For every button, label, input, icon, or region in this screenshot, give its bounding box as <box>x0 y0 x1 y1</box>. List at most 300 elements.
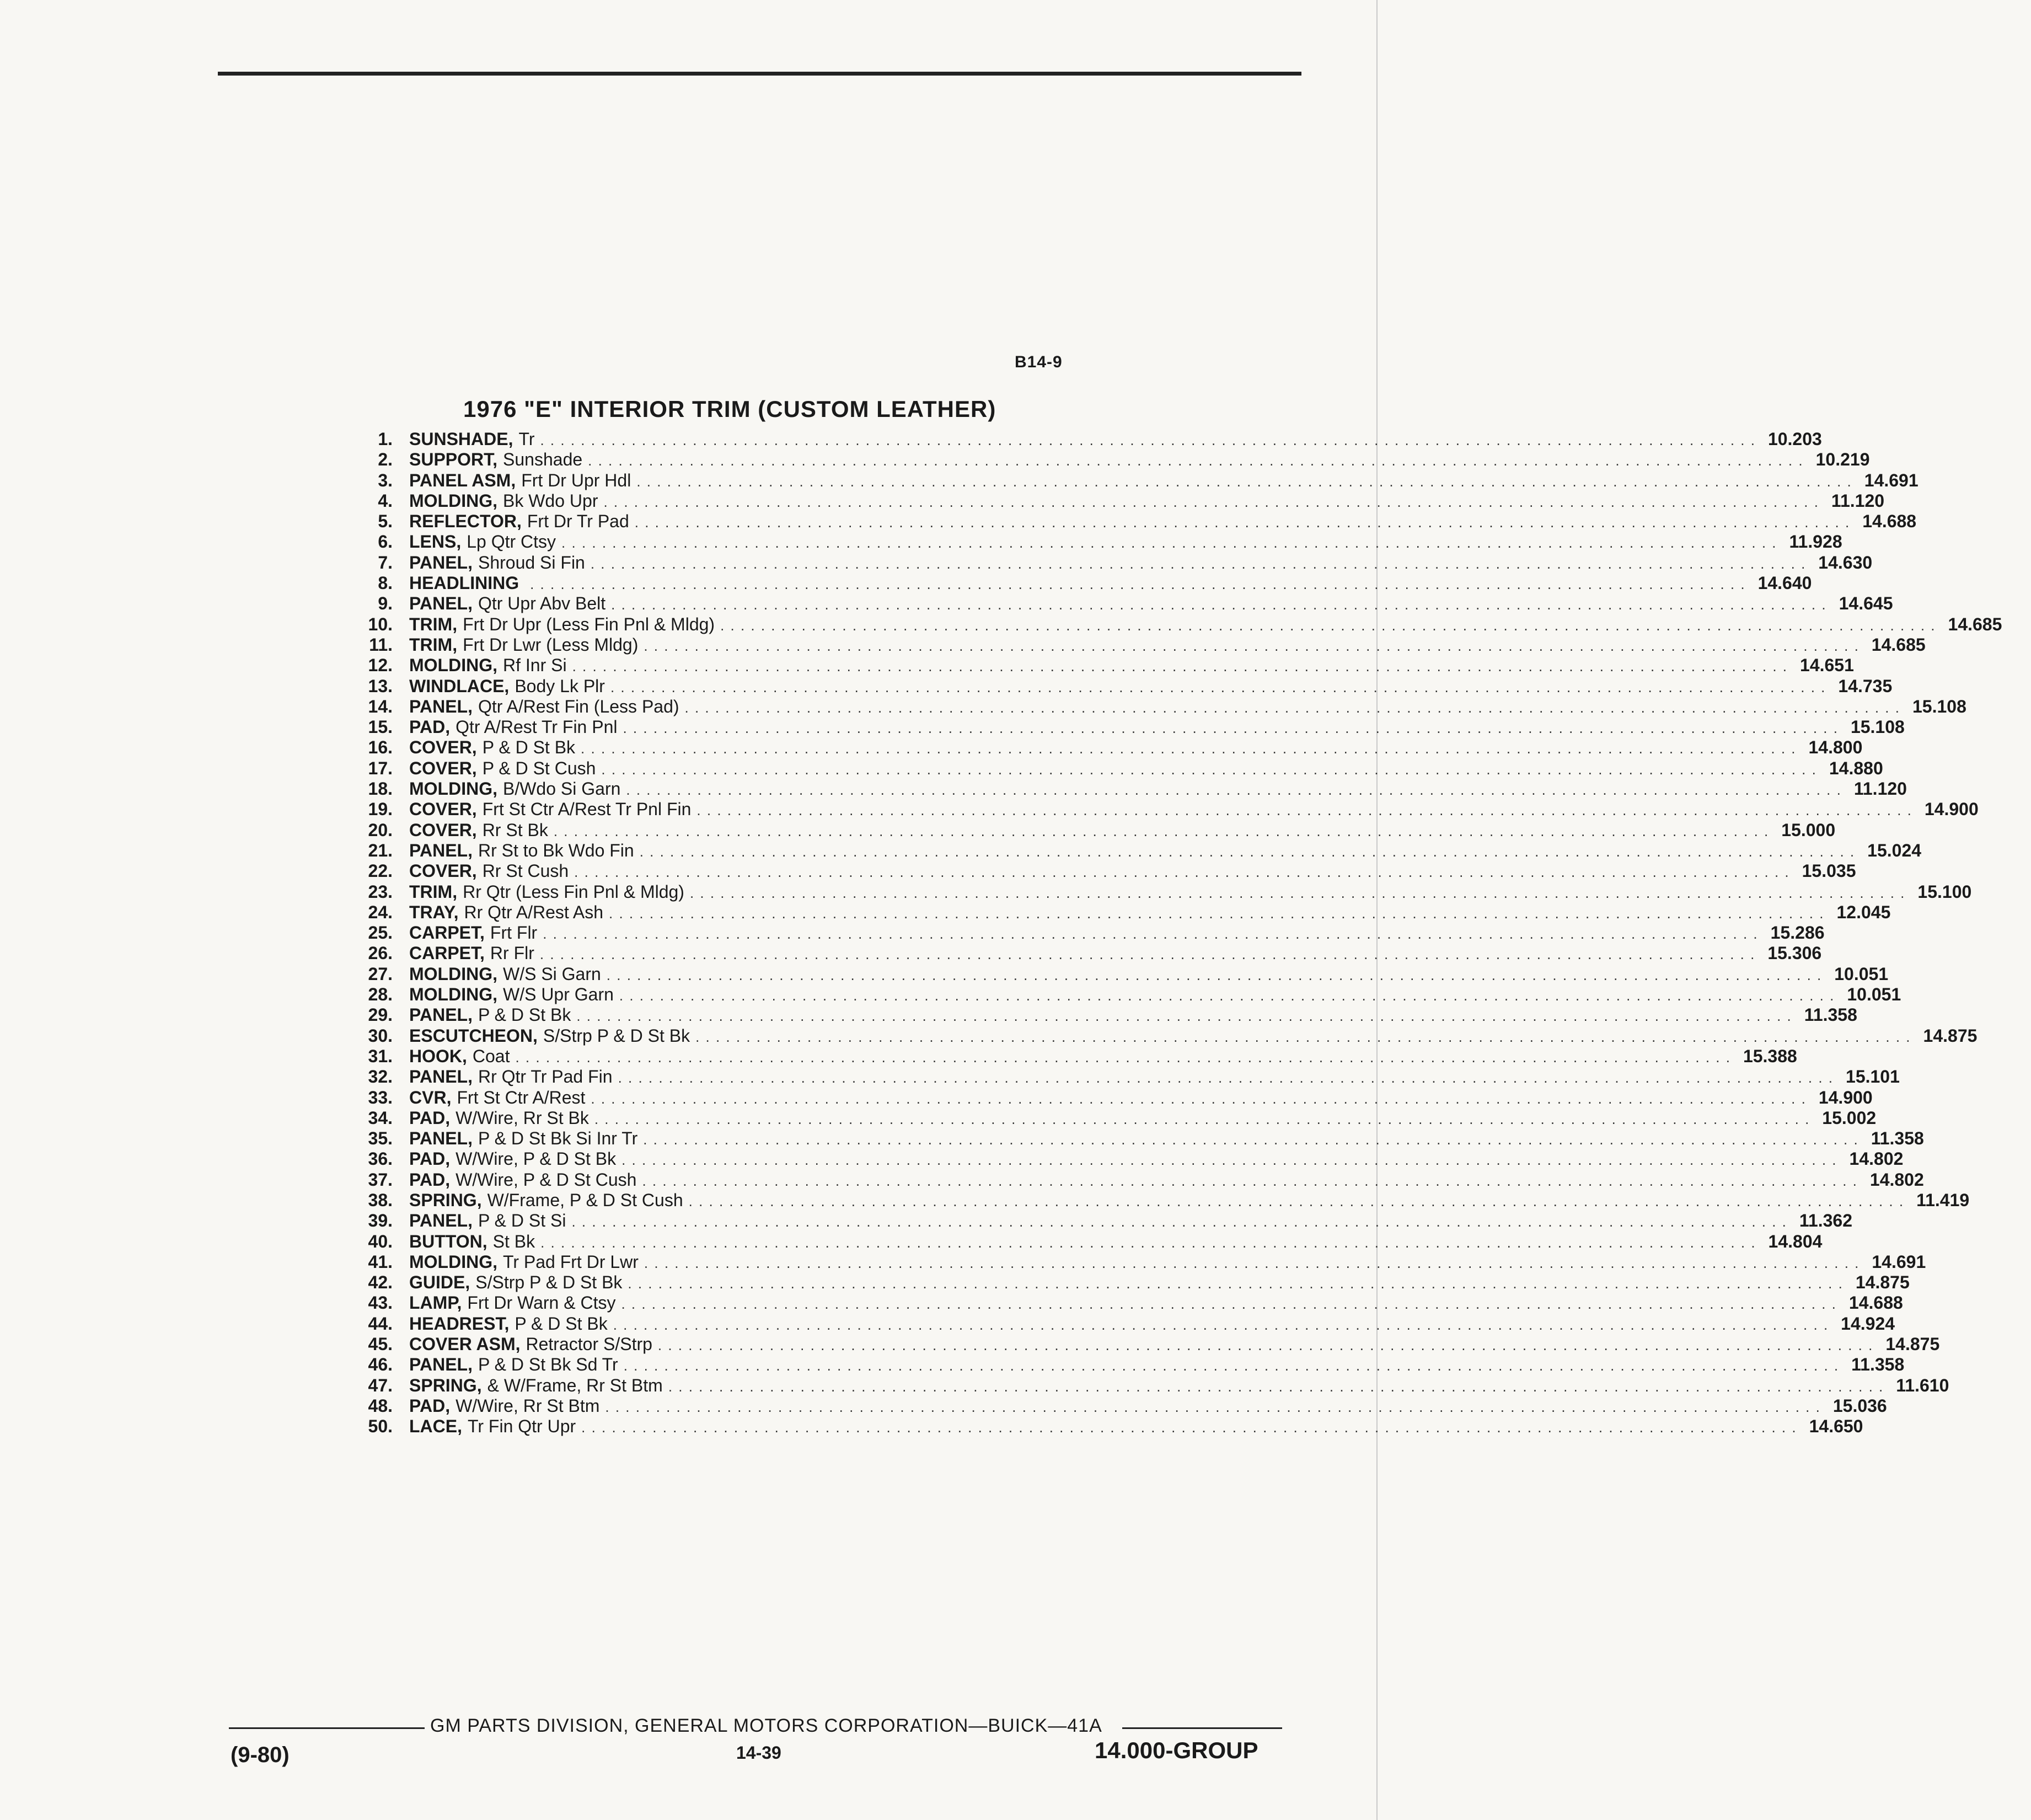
group-number: 15.388 <box>1743 1046 1797 1066</box>
part-description: Bk Wdo Upr <box>502 490 598 511</box>
part-name: PANEL, <box>409 1211 473 1231</box>
group-number: 15.036 <box>1832 1395 1887 1416</box>
part-name: PANEL, <box>409 1067 473 1087</box>
list-item <box>342 593 1893 614</box>
part-description: Qtr A/Rest Tr Fin Pnl <box>455 717 618 737</box>
group-number: 14.880 <box>1829 758 1883 778</box>
part-description: P & D St Bk Sd Tr <box>478 1355 618 1375</box>
dot-leader: . . . . . . . . . . . . . . . . . . . . . . . . . . . . . . . . . . . . . . . . . . . . . . . . . . . . . . . . . . . . . . . . . . . . . . . . . . . . . . . . . . . . . . . . . . . . . . . . . . . . . . . . . . . . . . . . . . . . . . . . <box>644 1254 1860 1271</box>
dot-leader: . . . . . . . . . . . . . . . . . . . . . . . . . . . . . . . . . . . . . . . . . . . . . . . . . . . . . . . . . . . . . . . . . . . . . . . . . . . . . . . . . . . . . . . . . . . . . . . . . . . . . . . . . . . . . . . . . . . . . . . . <box>619 987 1835 1004</box>
group-number: 14.685 <box>1948 614 2002 634</box>
group-number: 14.645 <box>1839 593 1893 614</box>
dot-leader: . . . . . . . . . . . . . . . . . . . . . . . . . . . . . . . . . . . . . . . . . . . . . . . . . . . . . . . . . . . . . . . . . . . . . . . . . . . . . . . . . . . . . . . . . . . . . . . . . . . . . . . . . . . . . . . . . . . . . . . . <box>601 761 1817 778</box>
dot-leader: . . . . . . . . . . . . . . . . . . . . . . . . . . . . . . . . . . . . . . . . . . . . . . . . . . . . . . . . . . . . . . . . . . . . . . . . . . . . . . . . . . . . . . . . . . . . . . . . . . . . . . . . . . . . . . . . . . . . . . . . <box>720 617 1936 634</box>
group-number: 15.100 <box>1917 881 1972 902</box>
list-item <box>342 1067 1900 1087</box>
list-item <box>342 552 1873 573</box>
list-item <box>342 840 1922 861</box>
part-description: Frt St Ctr A/Rest <box>457 1087 586 1107</box>
group-number: 15.024 <box>1867 840 1922 860</box>
item-number: 27. <box>368 963 393 984</box>
part-name: PANEL, <box>409 1128 473 1149</box>
part-description: St Bk <box>492 1231 535 1251</box>
list-item <box>342 1272 1910 1293</box>
dot-leader: . . . . . . . . . . . . . . . . . . . . . . . . . . . . . . . . . . . . . . . . . . . . . . . . . . . . . . . . . . . . . . . . . . . . . . . . . . . . . . . . . . . . . . . . . . . . . . . . . . . . . . . . . . . . . . . . . . . . . . . . <box>540 432 1756 448</box>
dot-leader: . . . . . . . . . . . . . . . . . . . . . . . . . . . . . . . . . . . . . . . . . . . . . . . . . . . . . . . . . . . . . . . . . . . . . . . . . . . . . . . . . . . . . . . . . . . . . . . . . . . . . . . . . . . . . . . . . . . . . . . . <box>621 1152 1837 1169</box>
item-number: 46. <box>368 1355 393 1375</box>
list-item <box>342 861 1856 881</box>
part-name: PANEL, <box>409 593 473 614</box>
dot-leader: . . . . . . . . . . . . . . . . . . . . . . . . . . . . . . . . . . . . . . . . . . . . . . . . . . . . . . . . . . . . . . . . . . . . . . . . . . . . . . . . . . . . . . . . . . . . . . . . . . . . . . . . . . . . . . . . . . . . . . . . <box>594 1110 1810 1127</box>
part-name: COVER, <box>409 737 477 758</box>
list-item <box>342 943 1822 963</box>
part-name: PAD, <box>409 1395 451 1416</box>
part-name: CARPET, <box>409 923 485 943</box>
dot-leader: . . . . . . . . . . . . . . . . . . . . . . . . . . . . . . . . . . . . . . . . . . . . . . . . . . . . . . . . . . . . . . . . . . . . . . . . . . . . . . . . . . . . . . . . . . . . . . . . . . . . . . . . . . . . . . . . . . . . . . . . <box>634 514 1851 531</box>
part-description: P & D St Bk <box>478 1005 571 1025</box>
parts-list <box>342 429 2002 1437</box>
footer-rule-left <box>229 1727 425 1729</box>
list-item <box>342 737 1863 758</box>
part-description: S/Strp P & D St Bk <box>543 1025 690 1046</box>
part-description: Frt Dr Upr (Less Fin Pnl & Mldg) <box>463 614 715 634</box>
list-item <box>342 799 1979 820</box>
part-name: ESCUTCHEON, <box>409 1025 538 1046</box>
part-description: Frt Dr Lwr (Less Mldg) <box>463 634 639 655</box>
list-item <box>342 1190 1970 1211</box>
dot-leader: . . . . . . . . . . . . . . . . . . . . . . . . . . . . . . . . . . . . . . . . . . . . . . . . . . . . . . . . . . . . . . . . . . . . . . . . . . . . . . . . . . . . . . . . . . . . . . . . . . . . . . . . . . . . . . . . . . . . . . . . <box>610 678 1826 695</box>
dot-leader: . . . . . . . . . . . . . . . . . . . . . . . . . . . . . . . . . . . . . . . . . . . . . . . . . . . . . . . . . . . . . . . . . . . . . . . . . . . . . . . . . . . . . . . . . . . . . . . . . . . . . . . . . . . . . . . . . . . . . . . . <box>623 1357 1840 1374</box>
list-item <box>342 532 1842 552</box>
dot-leader: . . . . . . . . . . . . . . . . . . . . . . . . . . . . . . . . . . . . . . . . . . . . . . . . . . . . . . . . . . . . . . . . . . . . . . . . . . . . . . . . . . . . . . . . . . . . . . . . . . . . . . . . . . . . . . . . . . . . . . . . <box>581 740 1797 757</box>
group-number: 14.640 <box>1757 573 1812 593</box>
dot-leader: . . . . . . . . . . . . . . . . . . . . . . . . . . . . . . . . . . . . . . . . . . . . . . . . . . . . . . . . . . . . . . . . . . . . . . . . . . . . . . . . . . . . . . . . . . . . . . . . . . . . . . . . . . . . . . . . . . . . . . . . <box>623 720 1839 737</box>
item-number: 10. <box>368 614 393 634</box>
list-item <box>342 881 1972 902</box>
reference-code: B14-9 <box>1015 353 1063 371</box>
part-name: PANEL, <box>409 840 473 860</box>
footer-publisher: GM PARTS DIVISION, GENERAL MOTORS CORPORATION—BUICK—41A <box>430 1715 1102 1736</box>
dot-leader: . . . . . . . . . . . . . . . . . . . . . . . . . . . . . . . . . . . . . . . . . . . . . . . . . . . . . . . . . . . . . . . . . . . . . . . . . . . . . . . . . . . . . . . . . . . . . . . . . . . . . . . . . . . . . . . . . . . . . . . . <box>611 596 1827 613</box>
list-item <box>342 1231 1823 1252</box>
list-item <box>342 1107 1877 1128</box>
part-description: W/Wire, Rr St Btm <box>455 1395 600 1416</box>
item-number: 2. <box>378 449 393 470</box>
part-name: MOLDING, <box>409 1251 497 1272</box>
group-number: 15.306 <box>1767 943 1822 963</box>
part-name: COVER, <box>409 861 477 881</box>
list-item <box>342 1025 1978 1046</box>
part-description: W/Frame, P & D St Cush <box>487 1190 683 1210</box>
group-number: 10.203 <box>1767 429 1822 449</box>
dot-leader: . . . . . . . . . . . . . . . . . . . . . . . . . . . . . . . . . . . . . . . . . . . . . . . . . . . . . . . . . . . . . . . . . . . . . . . . . . . . . . . . . . . . . . . . . . . . . . . . . . . . . . . . . . . . . . . . . . . . . . . . <box>684 699 1900 716</box>
item-number: 28. <box>368 984 393 1005</box>
group-number: 14.630 <box>1818 552 1873 572</box>
part-description: Rr St Cush <box>482 861 569 881</box>
part-name: MOLDING, <box>409 963 497 984</box>
list-item <box>342 614 2002 635</box>
part-description: Frt Dr Upr Hdl <box>521 470 631 490</box>
item-number: 31. <box>368 1046 393 1066</box>
group-number: 14.685 <box>1871 634 1926 655</box>
list-item <box>342 717 1905 737</box>
part-name: SPRING, <box>409 1375 482 1395</box>
part-name: HOOK, <box>409 1046 467 1066</box>
part-name: PANEL, <box>409 1355 473 1375</box>
dot-leader: . . . . . . . . . . . . . . . . . . . . . . . . . . . . . . . . . . . . . . . . . . . . . . . . . . . . . . . . . . . . . . . . . . . . . . . . . . . . . . . . . . . . . . . . . . . . . . . . . . . . . . . . . . . . . . . . . . . . . . . . <box>591 1090 1807 1107</box>
list-item <box>342 490 1885 511</box>
part-name: REFLECTOR, <box>409 511 522 532</box>
part-name: COVER, <box>409 820 477 840</box>
dot-leader: . . . . . . . . . . . . . . . . . . . . . . . . . . . . . . . . . . . . . . . . . . . . . . . . . . . . . . . . . . . . . . . . . . . . . . . . . . . . . . . . . . . . . . . . . . . . . . . . . . . . . . . . . . . . . . . . . . . . . . . . <box>605 1398 1821 1415</box>
part-description: W/Wire, Rr St Bk <box>455 1107 589 1128</box>
item-number: 24. <box>368 902 393 922</box>
list-item <box>342 1046 1797 1067</box>
item-number: 14. <box>368 696 393 716</box>
part-description: Rf Inr Si <box>502 655 567 676</box>
part-description: W/S Upr Garn <box>502 984 614 1005</box>
dot-leader: . . . . . . . . . . . . . . . . . . . . . . . . . . . . . . . . . . . . . . . . . . . . . . . . . . . . . . . . . . . . . . . . . . . . . . . . . . . . . . . . . . . . . . . . . . . . . . . . . . . . . . . . . . . . . . . . . . . . . . . . <box>539 946 1756 963</box>
dot-leader: . . . . . . . . . . . . . . . . . . . . . . . . . . . . . . . . . . . . . . . . . . . . . . . . . . . . . . . . . . . . . . . . . . . . . . . . . . . . . . . . . . . . . . . . . . . . . . . . . . . . . . . . . . . . . . . . . . . . . . . . <box>621 1296 1837 1313</box>
dot-leader: . . . . . . . . . . . . . . . . . . . . . . . . . . . . . . . . . . . . . . . . . . . . . . . . . . . . . . . . . . . . . . . . . . . . . . . . . . . . . . . . . . . . . . . . . . . . . . . . . . . . . . . . . . . . . . . . . . . . . . . . <box>643 1131 1859 1148</box>
group-number: 14.688 <box>1862 511 1917 532</box>
revision-date: (9-80) <box>231 1743 290 1767</box>
item-number: 6. <box>378 532 393 552</box>
dot-leader: . . . . . . . . . . . . . . . . . . . . . . . . . . . . . . . . . . . . . . . . . . . . . . . . . . . . . . . . . . . . . . . . . . . . . . . . . . . . . . . . . . . . . . . . . . . . . . . . . . . . . . . . . . . . . . . . . . . . . . . . <box>644 637 1859 654</box>
group-number: 14.688 <box>1848 1293 1903 1313</box>
list-item <box>342 655 1854 676</box>
group-number: 14.650 <box>1809 1416 1863 1437</box>
part-description: Sunshade <box>503 449 583 470</box>
list-item <box>342 923 1825 943</box>
item-number: 43. <box>368 1293 393 1313</box>
part-description: W/S Si Garn <box>502 963 601 984</box>
list-item <box>342 1334 1940 1355</box>
dot-leader: . . . . . . . . . . . . . . . . . . . . . . . . . . . . . . . . . . . . . . . . . . . . . . . . . . . . . . . . . . . . . . . . . . . . . . . . . . . . . . . . . . . . . . . . . . . . . . . . . . . . . . . . . . . . . . . . . . . . . . . . <box>636 473 1852 490</box>
dot-leader: . . . . . . . . . . . . . . . . . . . . . . . . . . . . . . . . . . . . . . . . . . . . . . . . . . . . . . . . . . . . . . . . . . . . . . . . . . . . . . . . . . . . . . . . . . . . . . . . . . . . . . . . . . . . . . . . . . . . . . . . <box>695 1028 1911 1045</box>
group-number: 11.610 <box>1896 1375 1949 1395</box>
list-item <box>342 511 1917 532</box>
part-name: COVER, <box>409 758 477 778</box>
item-number: 30. <box>368 1025 393 1046</box>
part-name: HEADREST, <box>409 1313 510 1334</box>
part-name: PAD, <box>409 1107 451 1128</box>
part-description: Rr Flr <box>490 943 534 963</box>
item-number: 17. <box>368 758 393 778</box>
list-item <box>342 1375 1949 1396</box>
list-item <box>342 1313 1895 1334</box>
dot-leader: . . . . . . . . . . . . . . . . . . . . . . . . . . . . . . . . . . . . . . . . . . . . . . . . . . . . . . . . . . . . . . . . . . . . . . . . . . . . . . . . . . . . . . . . . . . . . . . . . . . . . . . . . . . . . . . . . . . . . . . . <box>588 452 1804 469</box>
part-name: BUTTON, <box>409 1231 487 1251</box>
dot-leader: . . . . . . . . . . . . . . . . . . . . . . . . . . . . . . . . . . . . . . . . . . . . . . . . . . . . . . . . . . . . . . . . . . . . . . . . . . . . . . . . . . . . . . . . . . . . . . . . . . . . . . . . . . . . . . . . . . . . . . . . <box>576 1008 1792 1025</box>
dot-leader: . . . . . . . . . . . . . . . . . . . . . . . . . . . . . . . . . . . . . . . . . . . . . . . . . . . . . . . . . . . . . . . . . . . . . . . . . . . . . . . . . . . . . . . . . . . . . . . . . . . . . . . . . . . . . . . . . . . . . . . . <box>606 966 1823 983</box>
part-name: CVR, <box>409 1087 452 1107</box>
item-number: 37. <box>368 1169 393 1190</box>
dot-leader: . . . . . . . . . . . . . . . . . . . . . . . . . . . . . . . . . . . . . . . . . . . . . . . . . . . . . . . . . . . . . . . . . . . . . . . . . . . . . . . . . . . . . . . . . . . . . . . . . . . . . . . . . . . . . . . . . . . . . . . . <box>618 1069 1834 1086</box>
dot-leader: . . . . . . . . . . . . . . . . . . . . . . . . . . . . . . . . . . . . . . . . . . . . . . . . . . . . . . . . . . . . . . . . . . . . . . . . . . . . . . . . . . . . . . . . . . . . . . . . . . . . . . . . . . . . . . . . . . . . . . . . <box>613 1316 1829 1333</box>
part-description: Rr Qtr A/Rest Ash <box>464 902 604 922</box>
item-number: 42. <box>368 1272 393 1293</box>
part-name: PANEL, <box>409 696 473 716</box>
dot-leader: . . . . . . . . . . . . . . . . . . . . . . . . . . . . . . . . . . . . . . . . . . . . . . . . . . . . . . . . . . . . . . . . . . . . . . . . . . . . . . . . . . . . . . . . . . . . . . . . . . . . . . . . . . . . . . . . . . . . . . . . <box>639 843 1856 860</box>
list-item <box>342 820 1836 841</box>
dot-leader: . . . . . . . . . . . . . . . . . . . . . . . . . . . . . . . . . . . . . . . . . . . . . . . . . . . . . . . . . . . . . . . . . . . . . . . . . . . . . . . . . . . . . . . . . . . . . . . . . . . . . . . . . . . . . . . . . . . . . . . . <box>571 1213 1787 1230</box>
group-number: 15.000 <box>1781 820 1836 840</box>
group-number: 15.035 <box>1802 861 1856 881</box>
item-number: 48. <box>368 1395 393 1416</box>
group-number: 10.051 <box>1834 963 1889 984</box>
item-number: 3. <box>378 470 393 490</box>
part-description: P & D St Bk Si Inr Tr <box>478 1128 638 1149</box>
list-item <box>342 1395 1887 1416</box>
part-name: MOLDING, <box>409 779 497 799</box>
part-description: W/Wire, P & D St Bk <box>455 1149 617 1169</box>
group-number: 11.120 <box>1831 490 1885 511</box>
item-number: 23. <box>368 881 393 902</box>
dot-leader: . . . . . . . . . . . . . . . . . . . . . . . . . . . . . . . . . . . . . . . . . . . . . . . . . . . . . . . . . . . . . . . . . . . . . . . . . . . . . . . . . . . . . . . . . . . . . . . . . . . . . . . . . . . . . . . . . . . . . . . . <box>609 904 1825 922</box>
list-item <box>342 902 1891 923</box>
group-number: 12.045 <box>1836 902 1891 922</box>
list-item <box>342 1128 1924 1149</box>
dot-leader: . . . . . . . . . . . . . . . . . . . . . . . . . . . . . . . . . . . . . . . . . . . . . . . . . . . . . . . . . . . . . . . . . . . . . . . . . . . . . . . . . . . . . . . . . . . . . . . . . . . . . . . . . . . . . . . . . . . . . . . . <box>642 1172 1858 1189</box>
part-name: MOLDING, <box>409 490 497 511</box>
list-item <box>342 470 1919 491</box>
group-number: 10.219 <box>1815 449 1870 470</box>
list-item <box>342 676 1893 697</box>
part-name: MOLDING, <box>409 984 497 1005</box>
item-number: 47. <box>368 1375 393 1395</box>
item-number: 9. <box>378 593 393 614</box>
group-number: 14.802 <box>1869 1169 1924 1190</box>
group-number: 14.900 <box>1818 1087 1873 1107</box>
part-description: B/Wdo Si Garn <box>502 779 621 799</box>
group-number: 15.108 <box>1912 696 1966 716</box>
list-item <box>342 634 1926 655</box>
dot-leader: . . . . . . . . . . . . . . . . . . . . . . . . . . . . . . . . . . . . . . . . . . . . . . . . . . . . . . . . . . . . . . . . . . . . . . . . . . . . . . . . . . . . . . . . . . . . . . . . . . . . . . . . . . . . . . . . . . . . . . . . <box>668 1378 1884 1395</box>
dot-leader: . . . . . . . . . . . . . . . . . . . . . . . . . . . . . . . . . . . . . . . . . . . . . . . . . . . . . . . . . . . . . . . . . . . . . . . . . . . . . . . . . . . . . . . . . . . . . . . . . . . . . . . . . . . . . . . . . . . . . . . . <box>657 1337 1874 1354</box>
item-number: 32. <box>368 1067 393 1087</box>
item-number: 20. <box>368 820 393 840</box>
group-number: 14.735 <box>1838 676 1893 696</box>
part-name: TRIM, <box>409 614 458 634</box>
group-number: 14.691 <box>1864 470 1919 490</box>
part-name: PANEL ASM, <box>409 470 516 490</box>
dot-leader: . . . . . . . . . . . . . . . . . . . . . . . . . . . . . . . . . . . . . . . . . . . . . . . . . . . . . . . . . . . . . . . . . . . . . . . . . . . . . . . . . . . . . . . . . . . . . . . . . . . . . . . . . . . . . . . . . . . . . . . . <box>540 1234 1756 1251</box>
list-item <box>342 1149 1904 1169</box>
group-number: 14.802 <box>1849 1149 1904 1169</box>
part-description: Tr <box>518 429 535 449</box>
part-description: Frt Dr Tr Pad <box>527 511 629 532</box>
group-number: 15.108 <box>1850 717 1905 737</box>
group-number: 14.691 <box>1872 1251 1926 1272</box>
part-description: Tr Pad Frt Dr Lwr <box>502 1251 639 1272</box>
item-number: 4. <box>378 490 393 511</box>
item-number: 44. <box>368 1313 393 1334</box>
list-item <box>342 758 1883 779</box>
part-name: PAD, <box>409 1169 451 1190</box>
list-item <box>342 1169 1924 1190</box>
item-number: 41. <box>368 1251 393 1272</box>
group-number: 14.875 <box>1855 1272 1910 1293</box>
item-number: 26. <box>368 943 393 963</box>
part-description: & W/Frame, Rr St Btm <box>487 1375 663 1395</box>
part-description: Tr Fin Qtr Upr <box>468 1416 576 1437</box>
page-title: 1976 "E" INTERIOR TRIM (CUSTOM LEATHER) <box>463 396 996 422</box>
part-description: Rr Qtr (Less Fin Pnl & Mldg) <box>463 881 684 902</box>
group-number: 15.286 <box>1770 923 1825 943</box>
part-description: Frt Flr <box>490 923 538 943</box>
item-number: 15. <box>368 717 393 737</box>
footer-rule-right <box>1122 1727 1282 1729</box>
list-item <box>342 429 1822 449</box>
part-name: PANEL, <box>409 552 473 572</box>
item-number: 11. <box>369 634 393 655</box>
group-number: 11.358 <box>1851 1355 1905 1375</box>
part-name: PAD, <box>409 717 451 737</box>
part-description: P & D St Bk <box>482 737 576 758</box>
item-number: 40. <box>368 1231 393 1251</box>
part-name: COVER, <box>409 799 477 820</box>
part-name: CARPET, <box>409 943 485 963</box>
item-number: 36. <box>368 1149 393 1169</box>
item-number: 38. <box>368 1190 393 1210</box>
group-number: 11.358 <box>1804 1005 1857 1025</box>
list-item <box>342 1293 1903 1313</box>
item-number: 7. <box>378 552 393 572</box>
item-number: 18. <box>368 779 393 799</box>
group-number: 11.362 <box>1799 1211 1852 1231</box>
part-name: HEADLINING <box>409 573 519 593</box>
part-name: TRIM, <box>409 634 458 655</box>
part-description: Shroud Si Fin <box>478 552 585 572</box>
dot-leader: . . . . . . . . . . . . . . . . . . . . . . . . . . . . . . . . . . . . . . . . . . . . . . . . . . . . . . . . . . . . . . . . . . . . . . . . . . . . . . . . . . . . . . . . . . . . . . . . . . . . . . . . . . . . . . . . . . . . . . . . <box>603 493 1819 510</box>
dot-leader: . . . . . . . . . . . . . . . . . . . . . . . . . . . . . . . . . . . . . . . . . . . . . . . . . . . . . . . . . . . . . . . . . . . . . . . . . . . . . . . . . . . . . . . . . . . . . . . . . . . . . . . . . . . . . . . . . . . . . . . . <box>561 534 1777 552</box>
part-description: P & D St Si <box>478 1211 566 1231</box>
group-number: 14.875 <box>1885 1334 1940 1355</box>
part-description: Qtr Upr Abv Belt <box>478 593 606 614</box>
list-item <box>342 1211 1852 1231</box>
part-description: Retractor S/Strp <box>526 1334 652 1355</box>
item-number: 19. <box>368 799 393 820</box>
list-item <box>342 984 1901 1005</box>
list-item <box>342 779 1907 799</box>
list-item <box>342 1416 1863 1437</box>
group-number: 11.358 <box>1871 1128 1924 1149</box>
part-description: Lp Qtr Ctsy <box>467 532 556 552</box>
group-label: 14.000-GROUP <box>1095 1737 1258 1763</box>
item-number: 1. <box>378 429 393 449</box>
list-item <box>342 963 1889 984</box>
item-number: 35. <box>368 1128 393 1149</box>
part-name: SUPPORT, <box>409 449 498 470</box>
item-number: 34. <box>368 1107 393 1128</box>
dot-leader: . . . . . . . . . . . . . . . . . . . . . . . . . . . . . . . . . . . . . . . . . . . . . . . . . . . . . . . . . . . . . . . . . . . . . . . . . . . . . . . . . . . . . . . . . . . . . . . . . . . . . . . . . . . . . . . . . . . . . . . . <box>696 802 1912 819</box>
group-number: 15.002 <box>1822 1107 1877 1128</box>
group-number: 14.924 <box>1841 1313 1895 1334</box>
group-number: 14.800 <box>1808 737 1863 758</box>
group-number: 14.804 <box>1768 1231 1823 1251</box>
item-number: 25. <box>368 923 393 943</box>
list-item <box>342 1087 1873 1108</box>
group-number: 15.101 <box>1846 1067 1900 1087</box>
dot-leader: . . . . . . . . . . . . . . . . . . . . . . . . . . . . . . . . . . . . . . . . . . . . . . . . . . . . . . . . . . . . . . . . . . . . . . . . . . . . . . . . . . . . . . . . . . . . . . . . . . . . . . . . . . . . . . . . . . . . . . . . <box>553 822 1770 839</box>
part-name: LACE, <box>409 1416 462 1437</box>
item-number: 39. <box>368 1211 393 1231</box>
item-number: 45. <box>368 1334 393 1355</box>
part-description: P & D St Bk <box>515 1313 608 1334</box>
part-description: W/Wire, P & D St Cush <box>455 1169 637 1190</box>
group-number: 11.419 <box>1916 1190 1970 1210</box>
item-number: 8. <box>378 573 393 593</box>
part-name: TRAY, <box>409 902 459 922</box>
item-number: 16. <box>368 737 393 758</box>
part-description: Frt Dr Warn & Ctsy <box>467 1293 616 1313</box>
list-item <box>342 1005 1857 1025</box>
dot-leader: . . . . . . . . . . . . . . . . . . . . . . . . . . . . . . . . . . . . . . . . . . . . . . . . . . . . . . . . . . . . . . . . . . . . . . . . . . . . . . . . . . . . . . . . . . . . . . . . . . . . . . . . . . . . . . . . . . . . . . . . <box>688 1192 1905 1209</box>
dot-leader: . . . . . . . . . . . . . . . . . . . . . . . . . . . . . . . . . . . . . . . . . . . . . . . . . . . . . . . . . . . . . . . . . . . . . . . . . . . . . . . . . . . . . . . . . . . . . . . . . . . . . . . . . . . . . . . . . . . . . . . . <box>515 1048 1731 1066</box>
group-number: 14.875 <box>1923 1025 1978 1046</box>
part-description: S/Strp P & D St Bk <box>475 1272 623 1293</box>
group-number: 14.900 <box>1924 799 1979 820</box>
list-item <box>342 1251 1926 1272</box>
group-number: 10.051 <box>1847 984 1901 1005</box>
item-number: 22. <box>368 861 393 881</box>
dot-leader: . . . . . . . . . . . . . . . . . . . . . . . . . . . . . . . . . . . . . . . . . . . . . . . . . . . . . . . . . . . . . . . . . . . . . . . . . . . . . . . . . . . . . . . . . . . . . . . . . . . . . . . . . . . . . . . . . . . . . . . . <box>574 864 1790 881</box>
part-description: Frt St Ctr A/Rest Tr Pnl Fin <box>482 799 692 820</box>
list-item <box>342 573 1812 593</box>
part-name: SPRING, <box>409 1190 482 1210</box>
item-number: 12. <box>368 655 393 676</box>
item-number: 13. <box>368 676 393 696</box>
dot-leader: . . . . . . . . . . . . . . . . . . . . . . . . . . . . . . . . . . . . . . . . . . . . . . . . . . . . . . . . . . . . . . . . . . . . . . . . . . . . . . . . . . . . . . . . . . . . . . . . . . . . . . . . . . . . . . . . . . . . . . . . <box>543 925 1759 943</box>
group-number: 14.651 <box>1800 655 1854 676</box>
dot-leader: . . . . . . . . . . . . . . . . . . . . . . . . . . . . . . . . . . . . . . . . . . . . . . . . . . . . . . . . . . . . . . . . . . . . . . . . . . . . . . . . . . . . . . . . . . . . . . . . . . . . . . . . . . . . . . . . . . . . . . . . <box>590 555 1807 572</box>
group-number: 11.120 <box>1853 779 1907 799</box>
dot-leader: . . . . . . . . . . . . . . . . . . . . . . . . . . . . . . . . . . . . . . . . . . . . . . . . . . . . . . . . . . . . . . . . . . . . . . . . . . . . . . . . . . . . . . . . . . . . . . . . . . . . . . . . . . . . . . . . . . . . . . . . <box>689 884 1906 901</box>
part-name: LENS, <box>409 532 462 552</box>
part-name: PAD, <box>409 1149 451 1169</box>
part-name: GUIDE, <box>409 1272 470 1293</box>
list-item <box>342 1355 1905 1375</box>
part-name: SUNSHADE, <box>409 429 513 449</box>
dot-leader: . . . . . . . . . . . . . . . . . . . . . . . . . . . . . . . . . . . . . . . . . . . . . . . . . . . . . . . . . . . . . . . . . . . . . . . . . . . . . . . . . . . . . . . . . . . . . . . . . . . . . . . . . . . . . . . . . . . . . . . . <box>628 1275 1844 1292</box>
part-description: Rr Qtr Tr Pad Fin <box>478 1067 613 1087</box>
list-item <box>342 696 1966 717</box>
item-number: 33. <box>368 1087 393 1107</box>
dot-leader: . . . . . . . . . . . . . . . . . . . . . . . . . . . . . . . . . . . . . . . . . . . . . . . . . . . . . . . . . . . . . . . . . . . . . . . . . . . . . . . . . . . . . . . . . . . . . . . . . . . . . . . . . . . . . . . . . . . . . . . . <box>530 576 1746 593</box>
part-name: COVER ASM, <box>409 1334 521 1355</box>
dot-leader: . . . . . . . . . . . . . . . . . . . . . . . . . . . . . . . . . . . . . . . . . . . . . . . . . . . . . . . . . . . . . . . . . . . . . . . . . . . . . . . . . . . . . . . . . . . . . . . . . . . . . . . . . . . . . . . . . . . . . . . . <box>572 658 1788 675</box>
part-description: Qtr A/Rest Fin (Less Pad) <box>478 696 679 716</box>
list-item <box>342 449 1870 470</box>
part-name: MOLDING, <box>409 655 497 676</box>
dot-leader: . . . . . . . . . . . . . . . . . . . . . . . . . . . . . . . . . . . . . . . . . . . . . . . . . . . . . . . . . . . . . . . . . . . . . . . . . . . . . . . . . . . . . . . . . . . . . . . . . . . . . . . . . . . . . . . . . . . . . . . . <box>581 1419 1797 1436</box>
group-number: 11.928 <box>1789 532 1842 552</box>
part-name: WINDLACE, <box>409 676 510 696</box>
part-name: PANEL, <box>409 1005 473 1025</box>
part-name: TRIM, <box>409 881 458 902</box>
part-description: Rr St Bk <box>482 820 548 840</box>
page-number: 14-39 <box>736 1743 781 1763</box>
dot-leader: . . . . . . . . . . . . . . . . . . . . . . . . . . . . . . . . . . . . . . . . . . . . . . . . . . . . . . . . . . . . . . . . . . . . . . . . . . . . . . . . . . . . . . . . . . . . . . . . . . . . . . . . . . . . . . . . . . . . . . . . <box>626 781 1842 799</box>
item-number: 29. <box>368 1005 393 1025</box>
part-description: Coat <box>472 1046 510 1066</box>
top-rule <box>218 72 1301 76</box>
part-description: Rr St to Bk Wdo Fin <box>478 840 634 860</box>
part-description: Body Lk Plr <box>515 676 605 696</box>
part-description: P & D St Cush <box>482 758 596 778</box>
item-number: 21. <box>368 840 393 860</box>
